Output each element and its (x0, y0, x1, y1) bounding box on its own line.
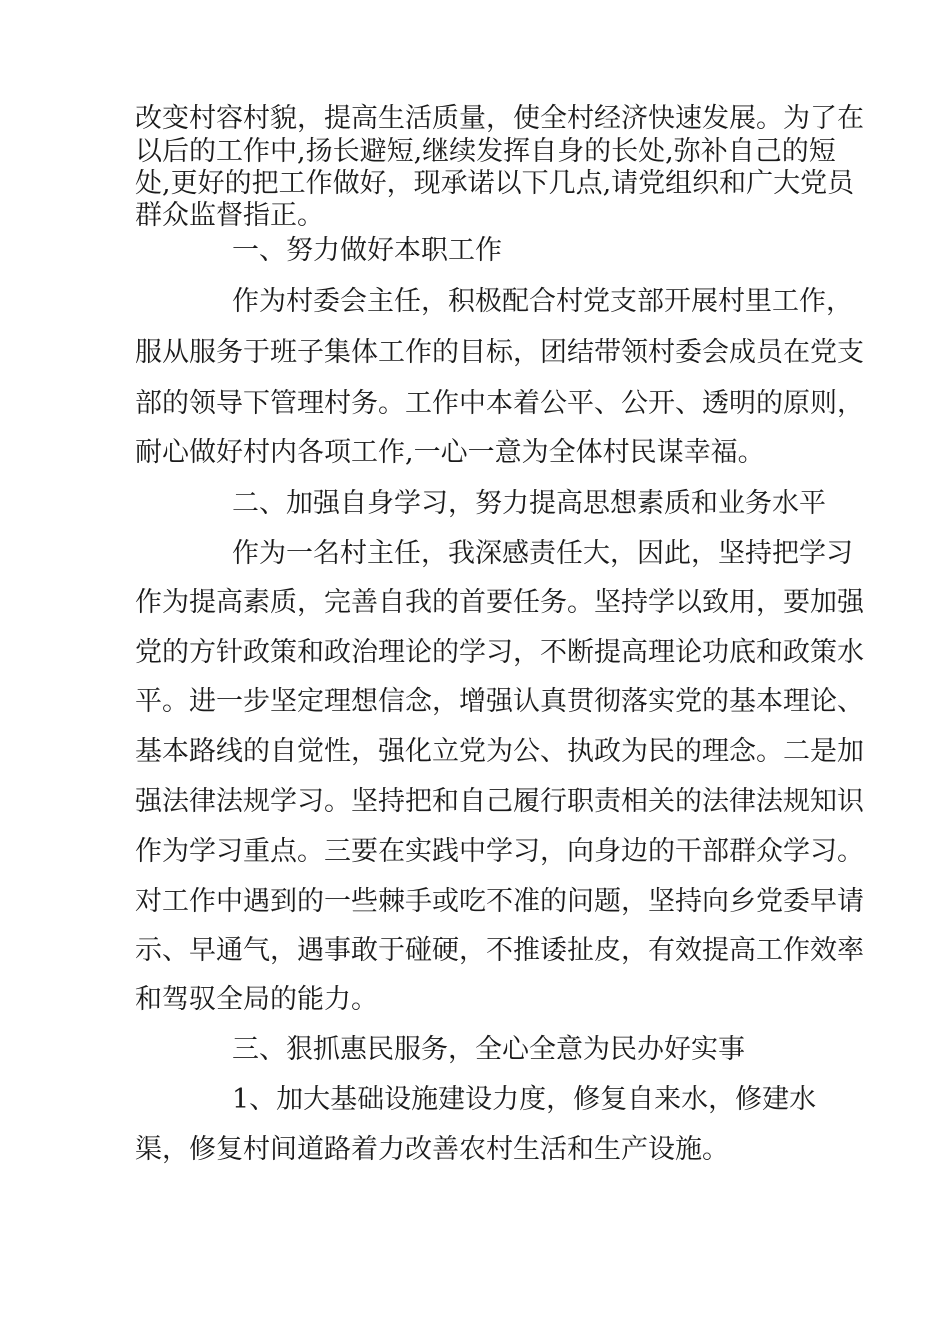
list-item: 1、加大基础设施建设力度，修复自来水，修建水 (232, 1084, 817, 1115)
section-heading: 三、狠抓惠民服务，全心全意为民办好实事 (232, 1034, 745, 1065)
paragraph-line: 群众监督指正。 (135, 200, 324, 231)
paragraph-line: 改变村容村貌，提高生活质量，使全村经济快速发展。为了在 (135, 103, 864, 134)
paragraph-line: 强法律法规学习。坚持把和自己履行职责相关的法律法规知识 (135, 786, 864, 817)
paragraph-line: 党的方针政策和政治理论的学习，不断提高理论功底和政策水 (135, 637, 864, 668)
paragraph-line: 基本路线的自觉性，强化立党为公、执政为民的理念。二是加 (135, 736, 864, 767)
paragraph-line: 处,更好的把工作做好，现承诺以下几点,请党组织和广大党员 (135, 168, 855, 199)
paragraph-line: 对工作中遇到的一些棘手或吃不准的问题，坚持向乡党委早请 (135, 886, 864, 917)
paragraph-line: 以后的工作中,扬长避短,继续发挥自身的长处,弥补自己的短 (135, 136, 836, 167)
paragraph-line: 服从服务于班子集体工作的目标，团结带领村委会成员在党支 (135, 337, 864, 368)
paragraph-line: 作为学习重点。三要在实践中学习，向身边的干部群众学习。 (135, 836, 864, 867)
section-heading: 二、加强自身学习，努力提高思想素质和业务水平 (232, 488, 826, 519)
paragraph-line: 渠，修复村间道路着力改善农村生活和生产设施。 (135, 1134, 729, 1165)
section-heading: 一、努力做好本职工作 (232, 235, 502, 266)
paragraph-line: 作为一名村主任，我深感责任大，因此，坚持把学习 (232, 538, 853, 569)
paragraph-line: 部的领导下管理村务。工作中本着公平、公开、透明的原则， (135, 388, 864, 419)
paragraph-line: 和驾驭全局的能力。 (135, 984, 378, 1015)
paragraph-line: 作为提高素质，完善自我的首要任务。坚持学以致用，要加强 (135, 587, 864, 618)
paragraph-line: 平。进一步坚定理想信念，增强认真贯彻落实党的基本理论、 (135, 686, 864, 717)
paragraph-line: 耐心做好村内各项工作,一心一意为全体村民谋幸福。 (135, 437, 765, 468)
paragraph-line: 示、早通气，遇事敢于碰硬，不推诿扯皮，有效提高工作效率 (135, 935, 864, 966)
paragraph-line: 作为村委会主任，积极配合村党支部开展村里工作， (232, 286, 853, 317)
